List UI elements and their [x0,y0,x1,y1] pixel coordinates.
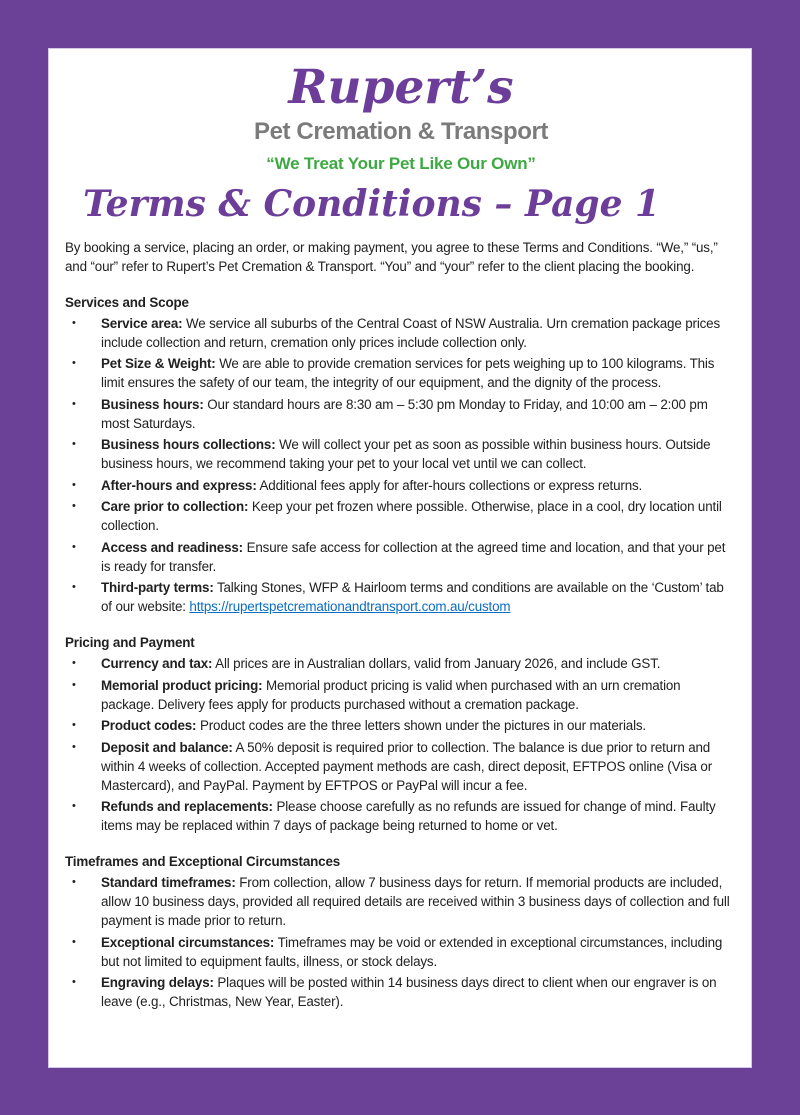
document-page [48,48,752,1068]
bullet-icon: • [72,478,76,491]
bullet-description: Product codes are the three letters shown under the pictures in our materials. [199,718,647,734]
bullet-text [101,654,737,673]
bullet-description: All prices are in Australian dollars, valid from January 2026, and include GST. [215,656,661,672]
bullet-text [101,354,737,392]
bullet-description: Additional fees apply for after-hours collections or express returns. [259,477,643,493]
bullet-item [65,654,737,673]
bullet-text [101,395,737,433]
bullet-list [65,314,737,617]
bullet-item [65,676,737,714]
bullet-description: Plaques will be posted within 14 business days direct to client when our engraver is on leave (e.g., Christmas, New Year, Easter). [101,975,717,1010]
bullet-icon: • [72,540,76,553]
bullet-icon: • [72,316,76,329]
bullet-text [101,797,737,835]
brand-tagline: “We Treat Your Pet Like Our Own” [266,154,536,174]
bullet-text [101,538,737,576]
bullet-item [65,933,737,971]
bullet-description: We will collect your pet as soon as possible within business hours. Outside business hours, we recommend taking your pet to your local vet until we can collect. [101,437,711,472]
bullet-item [65,538,737,576]
bullet-text [101,973,737,1011]
bullet-item [65,578,737,616]
bullet-label: Currency and tax: [101,656,213,672]
bullet-label: Refunds and replacements: [101,799,273,815]
bullet-icon: • [72,876,76,889]
bullet-label: Memorial product pricing: [101,677,263,693]
bullet-text [101,873,737,930]
bullet-description: From collection, allow 7 business days for return. If memorial products are included, allow 10 business days, provided all required details are received within 3 business days of collection and full payment is made prior to return. [101,875,730,929]
bullet-label: After-hours and express: [101,477,257,493]
bullet-item [65,873,737,930]
bullet-item [65,497,737,535]
bullet-description: A 50% deposit is required prior to collection. The balance is due prior to return and within 4 weeks of collection. Accepted payment methods are cash, direct deposit, EFTPOS online (Visa or Mastercard), and PayPal. Payment by EFTPOS or PayPal will incur a fee. [101,739,713,793]
bullet-label: Access and readiness: [101,539,243,555]
bullet-label: Care prior to collection: [101,499,249,515]
bullet-text [101,476,737,495]
bullet-item [65,354,737,392]
bullet-label: Business hours: [101,396,204,412]
bullet-label: Exceptional circumstances: [101,934,275,950]
bullet-icon: • [72,657,76,670]
bullet-description: Our standard hours are 8:30 am – 5:30 pm Monday to Friday, and 10:00 am – 2:00 pm most Saturdays. [101,396,708,431]
bullet-list [65,654,737,835]
bullet-icon: • [72,740,76,753]
bullet-icon: • [72,500,76,513]
bullet-description: Timeframes may be void or extended in exceptional circumstances, including but not limited to equipment faults, illness, or stock delays. [101,934,723,969]
bullet-icon: • [72,976,76,989]
bullet-text [101,435,737,473]
bullet-text [101,314,737,352]
bullet-icon: • [72,581,76,594]
bullet-icon: • [72,397,76,410]
website-link[interactable]: https://rupertspetcremationandtransport.com.au/custom [189,599,511,615]
bullet-text [101,933,737,971]
intro-paragraph: By booking a service, placing an order, or making payment, you agree to these Terms and Conditions. “We,” “us,” and “our” refer to Rupert’s Pet Cremation & Transport. “You” and “your” refer to the client placing the booking. [65,239,718,274]
bullet-text [101,738,737,795]
bullet-text [101,497,737,535]
bullet-item [65,476,737,495]
bullet-description: Ensure safe access for collection at the agreed time and location, and that your pet is ready for transfer. [101,539,726,574]
bullet-text [101,578,737,616]
bullet-description: Memorial product pricing is valid when purchased with an urn cremation package. Delivery fees apply for products purchased without a cremation package. [101,677,681,712]
bullet-item [65,435,737,473]
bullet-icon: • [72,357,76,370]
bullet-label: Engraving delays: [101,975,214,991]
bullet-text [101,716,737,735]
page-title: Terms & Conditions – Page 1 [83,183,661,226]
bullet-description: Please choose carefully as no refunds are issued for change of mind. Faulty items may be replaced within 7 days of package being returned to home or vet. [101,799,716,834]
bullet-item [65,738,737,795]
sections [65,293,737,1012]
bullet-icon: • [72,438,76,451]
bullet-text [101,676,737,714]
bullet-icon: • [72,719,76,732]
terms-section [65,633,737,835]
bullet-item [65,716,737,735]
bullet-icon: • [72,935,76,948]
bullet-item [65,797,737,835]
bullet-icon: • [72,800,76,813]
bullet-label: Product codes: [101,718,197,734]
bullet-description: We are able to provide cremation services for pets weighing up to 100 kilograms. This limit ensures the safety of our team, the integrity of our equipment, and the dignity of the process. [101,356,715,391]
bullet-icon: • [72,678,76,691]
bullet-description: Talking Stones, WFP & Hairloom terms and conditions are available on the ‘Custom’ tab of our website: [101,580,724,615]
bullet-item [65,314,737,352]
bullet-label: Service area: [101,315,183,331]
bullet-label: Pet Size & Weight: [101,356,216,372]
terms-section [65,293,737,617]
bullet-label: Third-party terms: [101,580,214,596]
section-heading: Pricing and Payment [65,635,195,651]
bullet-description: We service all suburbs of the Central Coast of NSW Australia. Urn cremation package prices include collection and return, cremation only prices include collection only. [101,315,721,350]
bullet-label: Standard timeframes: [101,875,236,891]
document-body [65,238,737,1012]
terms-section [65,852,737,1011]
brand-name: Rupert’s [288,60,514,115]
bullet-item [65,395,737,433]
bullet-description: Keep your pet frozen where possible. Otherwise, place in a cool, dry location until collection. [101,499,722,534]
brand-subtitle: Pet Cremation & Transport [253,118,549,146]
bullet-item [65,973,737,1011]
section-heading: Services and Scope [65,294,189,310]
section-heading: Timeframes and Exceptional Circumstances [65,854,341,870]
bullet-list [65,873,737,1011]
bullet-label: Business hours collections: [101,437,276,453]
bullet-label: Deposit and balance: [101,739,233,755]
